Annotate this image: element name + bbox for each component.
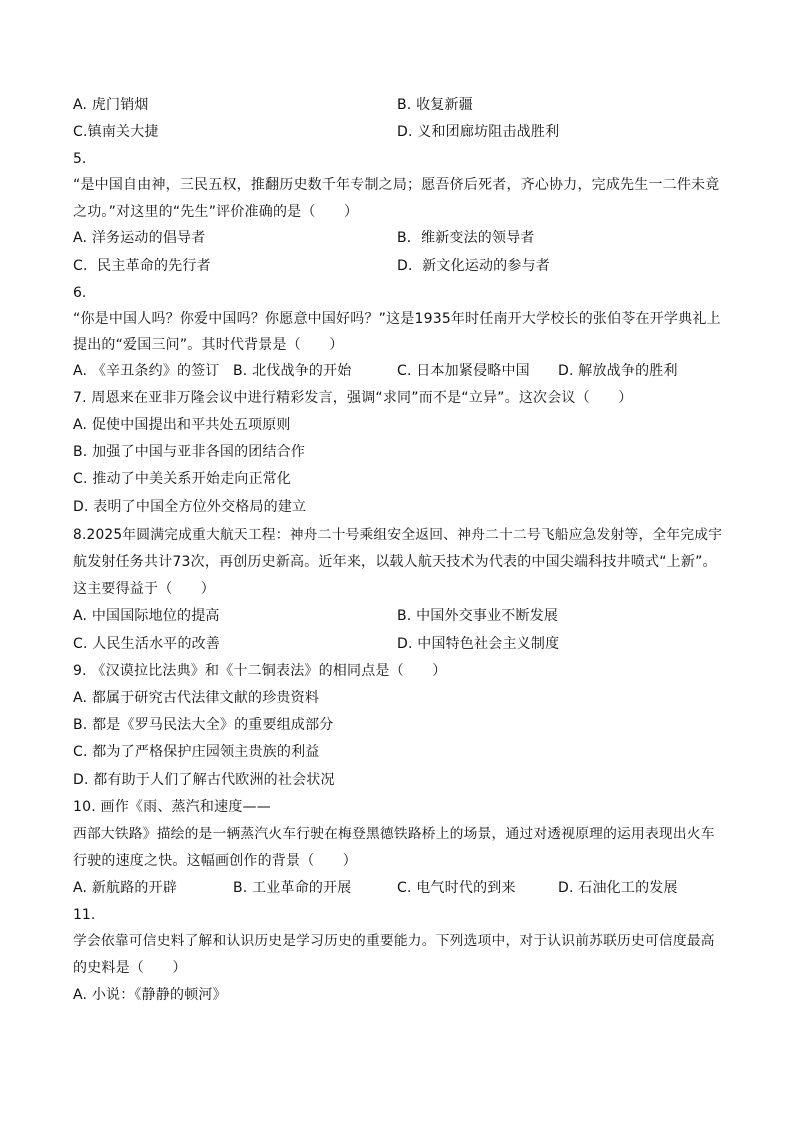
q9-stem-line1: 9. 《汉谟拉比法典》和《十二铜表法》的相同点是（ ） [73,663,447,679]
q10-stem-line3: 行驶的速度之快。这幅画创作的背景（ ） [73,853,357,869]
q10-option-a: A. 新航路的开辟 [73,880,178,896]
q8-option-a: A. 中国国际地位的提高 [73,608,220,624]
q10-option-b: B. 工业革命的开展 [233,880,352,896]
q4-option-a: A. 虎门销烟 [73,97,149,113]
q7-option-b: B. 加强了中国与亚非各国的团结合作 [73,444,306,460]
q6-option-b: B. 北伐战争的开始 [233,363,352,379]
q4-option-c: C.镇南关大捷 [73,124,159,140]
q11-option-a: A. 小说：《静静的顿河》 [73,987,227,1003]
q6-option-c: C. 日本加紧侵略中国 [397,363,530,379]
q11-number: 11. [73,907,96,923]
q8-stem-line2: 航发射任务共计73次，再创历史新高。近年来，以载人航天技术为代表的中国尖端科技井喷式“上新”。 [73,554,717,570]
q8-option-d: D. 中国特色社会主义制度 [397,636,560,652]
q4-option-b: B. 收复新疆 [397,97,473,113]
q5-stem-line2: 之功。”对这里的“先生”评价准确的是（ ） [73,204,359,220]
q7-stem-line1: 7. 周恩来在亚非万隆会议中进行精彩发言，强调“求同”而不是“立异”。这次会议（ ） [73,390,633,406]
q11-stem-line2: 的史料是（ ） [73,960,187,976]
q9-option-c: C. 都为了严格保护庄园领主贵族的利益 [73,744,320,760]
q5-option-a: A. 洋务运动的倡导者 [73,230,206,246]
q10-stem-line1: 10. 画作《雨、蒸汽和速度—— [73,799,271,815]
q5-option-b: B．维新变法的领导者 [397,230,535,246]
q6-stem-line2: 提出的“爱国三问”。其时代背景是（ ） [73,337,344,353]
q9-option-b: B. 都是《罗马民法大全》的重要组成部分 [73,717,334,733]
q9-option-a: A. 都属于研究古代法律文献的珍贵资料 [73,690,320,706]
q8-stem-line3: 这主要得益于（ ） [73,581,215,597]
q5-option-d: D．新文化运动的参与者 [397,258,550,274]
q7-option-d: D. 表明了中国全方位外交格局的建立 [73,499,307,515]
q5-number: 5. [73,151,87,167]
q10-option-d: D. 石油化工的发展 [558,880,678,896]
q7-option-a: A. 促使中国提出和平共处五项原则 [73,417,291,433]
q7-option-c: C. 推动了中美关系开始走向正常化 [73,471,292,487]
q11-stem-line1: 学会依靠可信史料了解和认识历史是学习历史的重要能力。下列选项中，对于认识前苏联历史可信度最高 [73,933,715,949]
q8-option-c: C. 人民生活水平的改善 [73,636,221,652]
q9-option-d: D. 都有助于人们了解古代欧洲的社会状况 [73,772,335,788]
q6-option-a: A. 《辛丑条约》的签订 [73,363,220,379]
q4-option-d: D. 义和团廊坊阻击战胜利 [397,124,560,140]
q10-option-c: C. 电气时代的到来 [397,880,516,896]
q6-option-d: D. 解放战争的胜利 [558,363,678,379]
q10-stem-line2: 西部大铁路》描绘的是一辆蒸汽火车行驶在梅登黑德铁路桥上的场景，通过对透视原理的运用表现出火车 [73,826,715,842]
q8-option-b: B. 中国外交事业不断发展 [397,608,559,624]
q5-stem-line1: “是中国自由神，三民五权，推翻历史数千年专制之局；愿吾侪后死者，齐心协力，完成先生一二件未竟 [73,177,720,193]
q6-stem-line1: “你是中国人吗？你爱中国吗？你愿意中国好吗？”这是1935年时任南开大学校长的张伯苓在开学典礼上 [73,311,721,327]
q6-number: 6. [73,285,87,301]
q8-stem-line1: 8.2025年圆满完成重大航天工程：神舟二十号乘组安全返回、神舟二十二号飞船应急发射等，全年完成宇 [73,527,723,543]
q5-option-c: C．民主革命的先行者 [73,258,211,274]
